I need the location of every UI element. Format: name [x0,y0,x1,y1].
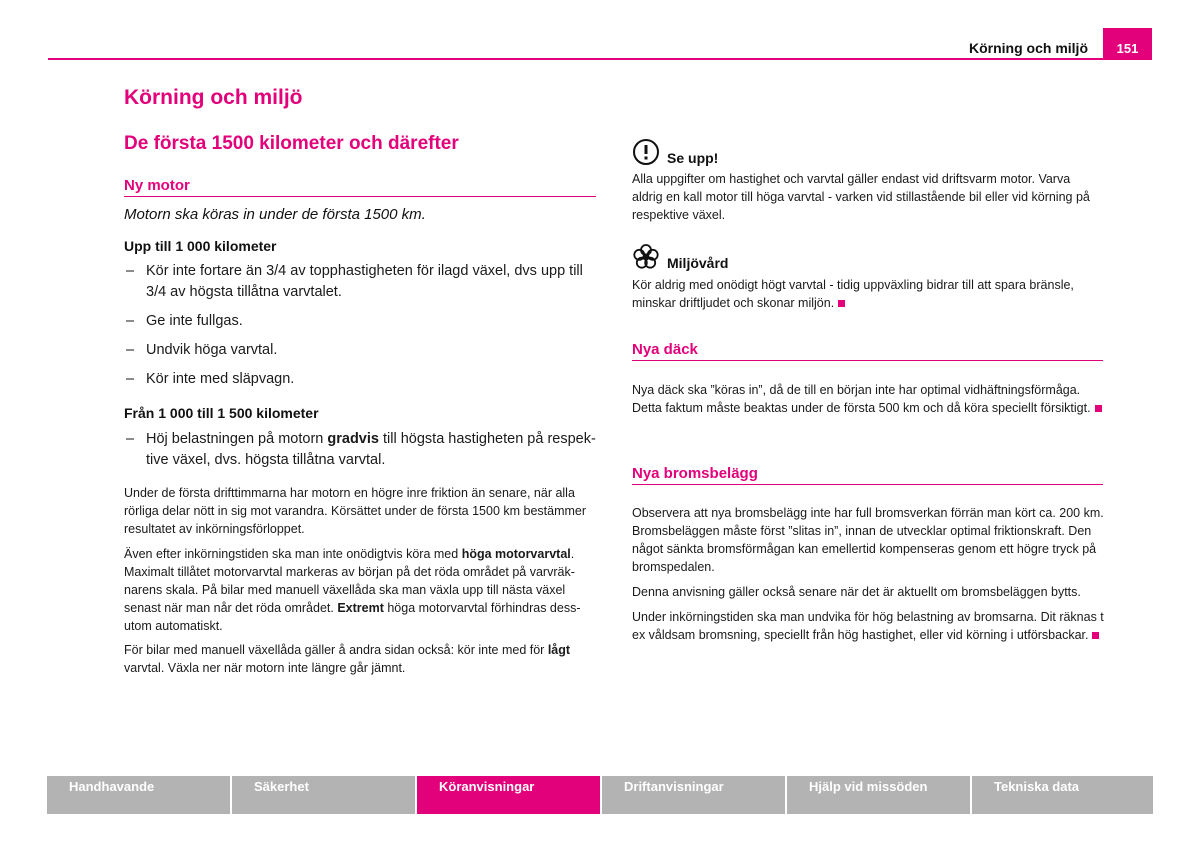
upp-till-heading: Upp till 1 000 kilometer [124,238,277,254]
exclamation-circle-icon [632,138,660,166]
bromsbelagg-paragraph-2: Denna anvisning gäller också senare när det är aktuellt om bromsbeläggen bytts. [632,585,1081,599]
list-item: – Ge inte fullgas. [126,313,243,329]
square-end-icon [838,300,845,307]
ny-motor-intro: Motorn ska köras in under de första 1500 km. [124,206,426,223]
ny-motor-paragraph-1: Under de första drifttimmarna har motorn en högre inre friktion än senare, när alla rörliga delar nött in sig mot varandra. Körsättet under de första 1500 km bestämmer resultatet av inkörningsförloppet. [124,486,587,536]
upp-till-list [124,261,596,398]
se-upp-text: Alla uppgifter om hastighet och varvtal gäller endast vid driftsvarm motor. Varva aldrig en kall motor till höga varvtal - varken vid stillastående bil eller vid körning på respektive växel. [632,172,1090,222]
page-number: 151 [1103,28,1152,60]
fran-list [124,429,596,479]
square-end-icon [1095,405,1102,412]
tab-handhavande[interactable]: Handhavande [47,776,230,814]
running-header: Körning och miljö [969,40,1088,56]
nya-bromsbelagg-heading: Nya bromsbelägg [632,465,1103,485]
tab-hjalp-vid-missoden[interactable]: Hjälp vid missöden [787,776,970,814]
section-title: De första 1500 kilometer och därefter [124,133,459,154]
flower-icon [632,243,660,271]
list-item: – Kör inte med släpvagn. [126,371,295,387]
miljovard-title: Miljövård [667,255,729,271]
chapter-title: Körning och miljö [124,86,303,109]
tab-sakerhet[interactable]: Säkerhet [232,776,415,814]
se-upp-title: Se upp! [667,150,719,166]
bromsbelagg-paragraph-3: Under inkörningstiden ska man undvika för hög belastning av bromsarna. Dit räknas t ex våldsam bromsning, speciellt från hög hastighet, eller vid körning i utförsbackar. [632,610,1104,642]
nya-dack-heading: Nya däck [632,341,1103,361]
tab-tekniska-data[interactable]: Tekniska data [972,776,1153,814]
tab-koranvisningar[interactable]: Köranvisningar [417,776,600,814]
miljovard-text: Kör aldrig med onödigt högt varvtal - tidig uppväxling bidrar till att spara bränsle, minskar driftljudet och skonar miljön. [632,278,1074,310]
fran-heading: Från 1 000 till 1 500 kilometer [124,405,319,421]
ny-motor-paragraph-3: För bilar med manuell växellåda gäller å andra sidan också: kör inte med för lågt varvtal. Växla ner när motorn inte längre går jämnt. [124,643,571,675]
bromsbelagg-paragraph-1: Observera att nya bromsbelägg inte har full bromsverkan förrän man kört ca. 200 km. Bromsbeläggen måste först ”slitas in”, innan de utvecklar optimal friktionskraft. Den något sänkta bromsförmågan kan emellertid kompenseras genom ett högre tryck på bromspedalen. [632,506,1104,574]
ny-motor-heading: Ny motor [124,177,596,197]
list-item: – Höj belastningen på motorn gradvis till högsta hastigheten på respek- tive växel, dvs. högsta tillåtna varvtal. [126,431,596,468]
header-rule [48,58,1152,60]
list-item: – Undvik höga varvtal. [126,342,278,358]
tab-driftanvisningar[interactable]: Driftanvisningar [602,776,785,814]
ny-motor-paragraph-2: Även efter inkörningstiden ska man inte onödigtvis köra med höga motorvarvtal. Maximalt tillåtet motorvarvtal markeras av början på det röda området på varvräk- narens skala. På bilar med manuell växellåda ska man växla upp till nästa växel senast när man når det röda området. Extremt höga motorvarvtal förhindras dess- utom automatiskt. [124,547,581,633]
list-item: – Kör inte fortare än 3/4 av topphastigheten för ilagd växel, dvs upp till 3/4 av högsta tillåtna varvtalet. [126,263,583,300]
square-end-icon [1092,632,1099,639]
nya-dack-text: Nya däck ska ”köras in”, då de till en början inte har optimal vidhäftningsförmåga. Detta faktum måste beaktas under de första 500 km och då köra speciellt försiktigt. [632,381,1104,417]
